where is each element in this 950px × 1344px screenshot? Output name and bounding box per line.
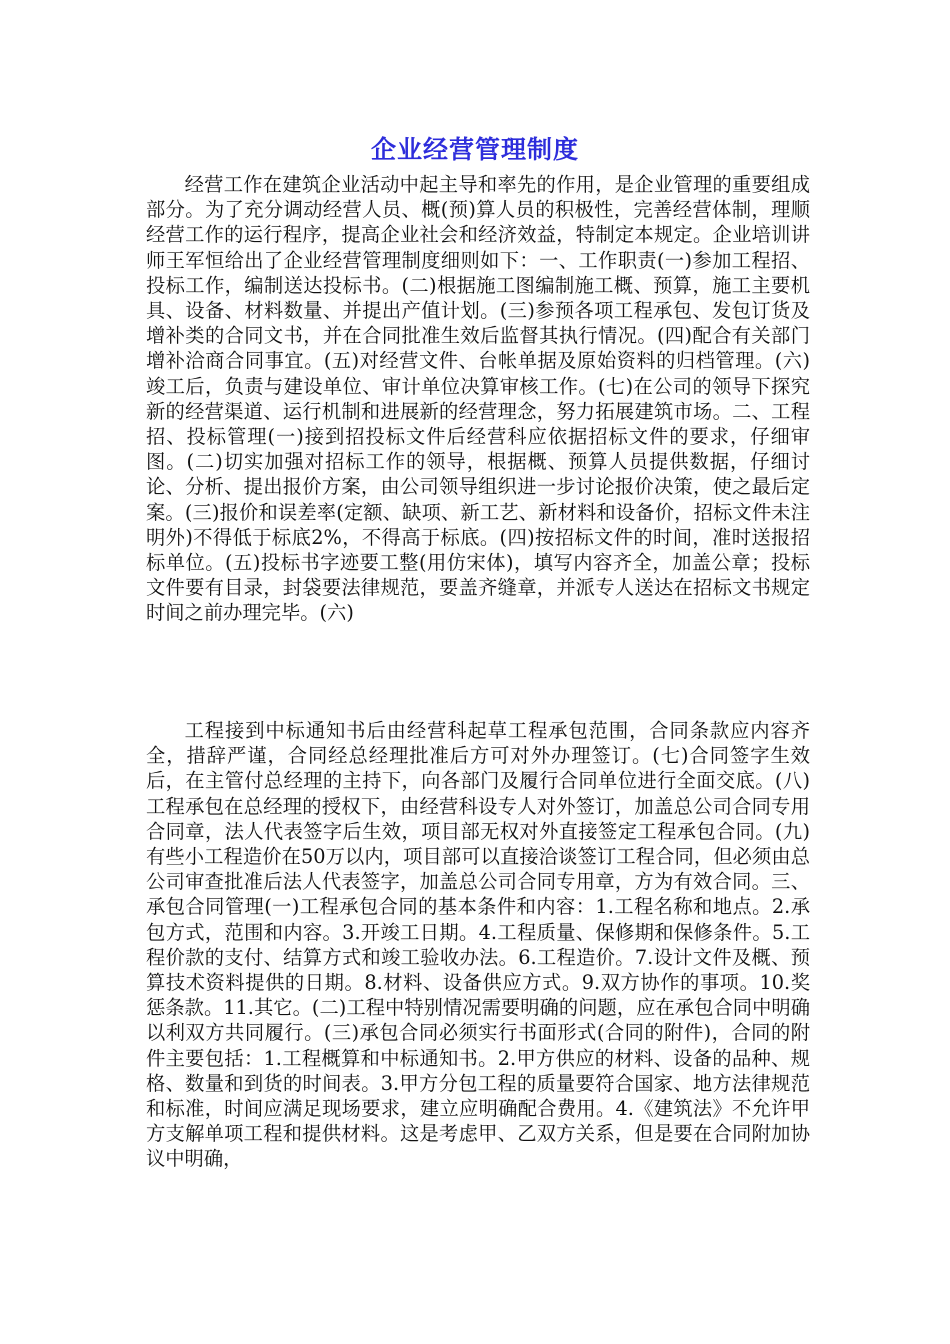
paragraph-1: 经营工作在建筑企业活动中起主导和率先的作用，是企业管理的重要组成部分。为了充分调动经营人员、概(预)算人员的积极性，完善经营体制，理顺经营工作的运行程序，提高企业社会和经济效益，特制定本规定。企业培训讲师王军恒给出了企业经营管理制度细则如下：一、工作职责(一)参加工程招、投标工作，编制送达投标书。(二)根据施工图编制施工概、预算，施工主要机具、设备、材料数量、并提出产值计划。(三)参预各项工程承包、发包订货及增补类的合同文书，并在合同批准生效后监督其执行情况。(四)配合有关部门增补洽商合同事宜。(五)对经营文件、台帐单据及原始资料的归档管理。(六)竣工后，负责与建设单位、审计单位决算审核工作。(七)在公司的领导下探究新的经营渠道、运行机制和进展新的经营理念，努力拓展建筑市场。二、工程招、投标管理(一)接到招投标文件后经营科应依据招标文件的要求，仔细审图。(二)切实加强对招标工作的领导，根据概、预算人员提供数据，仔细讨论、分析、提出报价方案，由公司领导组织进一步讨论报价决策，使之最后定案。(三)报价和误差率(定额、缺项、新工艺、新材料和设备价，招标文件未注明外)不得低于标底2%，不得高于标底。(四)按招标文件的时间，准时送报招标单位。(五)投标书字迹要工整(用仿宋体)，填写内容齐全，加盖公章；投标文件要有目录，封袋要法律规范，要盖齐缝章，并派专人送达在招标文书规定时间之前办理完毕。(六) <box>146 173 810 625</box>
document-title: 企业经营管理制度 <box>370 135 579 164</box>
paragraph-2: 工程接到中标通知书后由经营科起草工程承包范围，合同条款应内容齐全，措辞严谨，合同经总经理批准后方可对外办理签订。(七)合同签字生效后，在主管付总经理的主持下，向各部门及履行合同单位进行全面交底。(八)工程承包在总经理的授权下，由经营科设专人对外签订，加盖总公司合同专用合同章，法人代表签字后生效，项目部无权对外直接签定工程承包合同。(九)有些小工程造价在50万以内，项目部可以直接洽谈签订工程合同，但必须由总公司审查批准后法人代表签字，加盖总公司合同专用章，方为有效合同。三、承包合同管理(一)工程承包合同的基本条件和内容：1.工程名称和地点。2.承包方式，范围和内容。3.开竣工日期。4.工程质量、保修期和保修条件。5.工程价款的支付、结算方式和竣工验收办法。6.工程造价。7.设计文件及概、预算技术资料提供的日期。8.材料、设备供应方式。9.双方协作的事项。10.奖惩条款。11.其它。(二)工程中特别情况需要明确的问题，应在承包合同中明确以利双方共同履行。(三)承包合同必须实行书面形式(合同的附件)，合同的附件主要包括：1.工程概算和中标通知书。2.甲方供应的材料、设备的品种、规格、数量和到货的时间表。3.甲方分包工程的质量要符合国家、地方法律规范和标准，时间应满足现场要求，建立应明确配合费用。4.《建筑法》不允许甲方支解单项工程和提供材料。这是考虑甲、乙双方关系，但是要在合同附加协议中明确， <box>146 719 810 1171</box>
